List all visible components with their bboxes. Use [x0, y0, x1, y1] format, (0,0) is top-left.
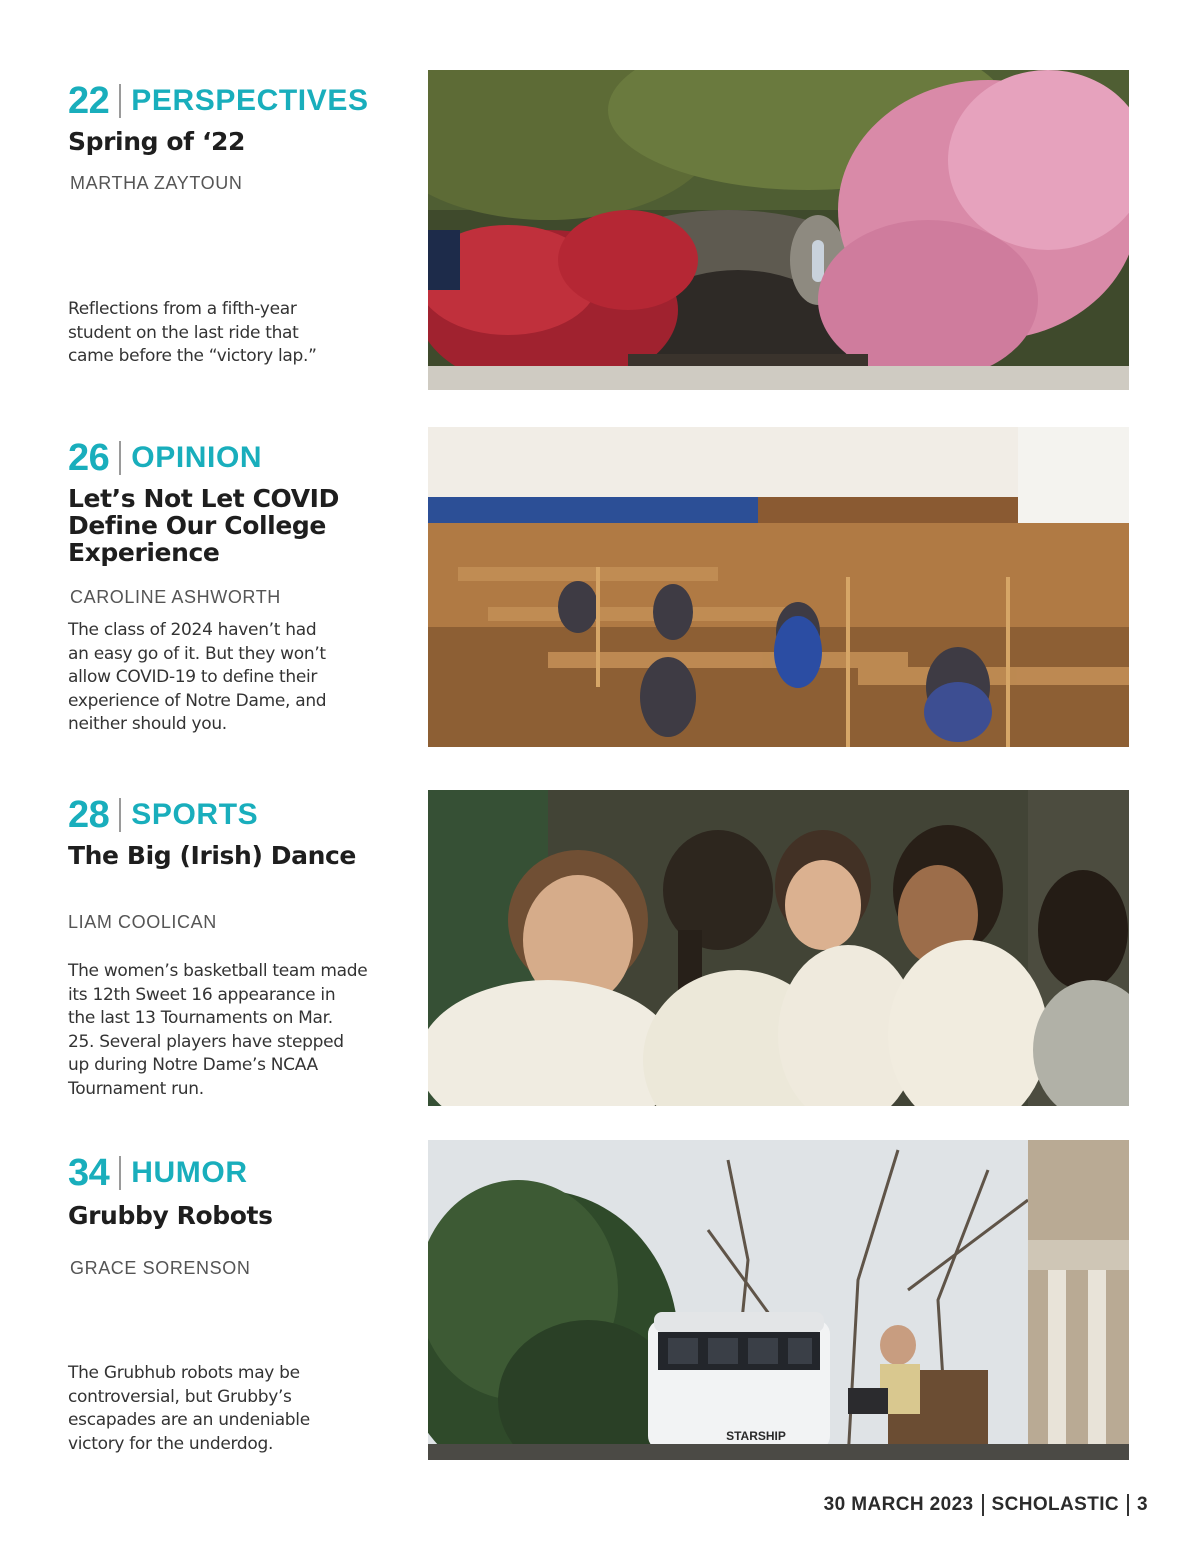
divider: [119, 84, 121, 118]
entry-header: [68, 435, 398, 481]
photo-dining-hall[interactable]: [428, 427, 1129, 747]
robot-image: [428, 1140, 1129, 1460]
article-description: The women’s basketball team made its 12th Sweet 16 appearance in the last 13 Tournaments on Mar. 25. Several players have stepped up during Notre Dame’s NCAA Tournament run.: [68, 961, 368, 1099]
article-description: The class of 2024 haven’t had an easy go of it. But they won’t allow COVID-19 to define their experience of Notre Dame, and neither should you.: [68, 620, 327, 734]
basketball-image: [428, 790, 1129, 1106]
robot-brand-text: STARSHIP: [726, 1429, 786, 1443]
divider: [119, 798, 121, 832]
page-footer: [824, 1494, 1148, 1516]
entry-header: [68, 78, 398, 124]
page-number: 26: [68, 436, 110, 479]
article-description: The Grubhub robots may be controversial, but Grubby’s escapades are an undeniable victory for the underdog.: [68, 1363, 310, 1454]
toc-entry-humor[interactable]: [68, 1150, 398, 1454]
article-title: Grubby Robots: [68, 1201, 273, 1230]
article-title: Spring of ‘22: [68, 127, 246, 156]
footer-page-number: 3: [1137, 1494, 1148, 1515]
dining-hall-image: [428, 427, 1129, 747]
toc-entry-sports[interactable]: [68, 792, 398, 1099]
page-number: 22: [68, 79, 110, 122]
section-label: HUMOR: [131, 1156, 248, 1189]
photo-basketball-huddle[interactable]: [428, 790, 1129, 1106]
article-title-line: Experience: [68, 538, 220, 567]
photo-grotto[interactable]: [428, 70, 1129, 390]
page-number: 28: [68, 793, 110, 836]
article-author: CAROLINE ASHWORTH: [70, 587, 281, 607]
section-label: SPORTS: [131, 798, 259, 831]
divider: [119, 1156, 121, 1190]
footer-divider: [1127, 1494, 1129, 1516]
page-number: 34: [68, 1151, 110, 1194]
footer-date: 30 MARCH 2023: [823, 1494, 974, 1515]
footer-publication: SCHOLASTIC: [991, 1494, 1120, 1515]
footer-divider: [982, 1494, 984, 1516]
grotto-image: [428, 70, 1129, 390]
article-title-line: Define Our College: [68, 511, 326, 540]
divider: [119, 441, 121, 475]
photo-grubhub-robot[interactable]: [428, 1140, 1129, 1460]
article-author: GRACE SORENSON: [70, 1258, 251, 1278]
entry-header: [68, 792, 398, 838]
entry-header: [68, 1150, 398, 1196]
article-title: The Big (Irish) Dance: [68, 841, 356, 870]
article-title-line: Let’s Not Let COVID: [68, 484, 339, 513]
toc-entry-perspectives[interactable]: [68, 78, 398, 366]
article-description: Reflections from a fifth-year student on the last ride that came before the “victory lap.”: [68, 299, 317, 366]
article-author: LIAM COOLICAN: [68, 912, 217, 932]
toc-entry-opinion[interactable]: [68, 435, 398, 734]
article-author: MARTHA ZAYTOUN: [70, 173, 243, 193]
section-label: PERSPECTIVES: [131, 84, 369, 117]
section-label: OPINION: [131, 441, 263, 474]
